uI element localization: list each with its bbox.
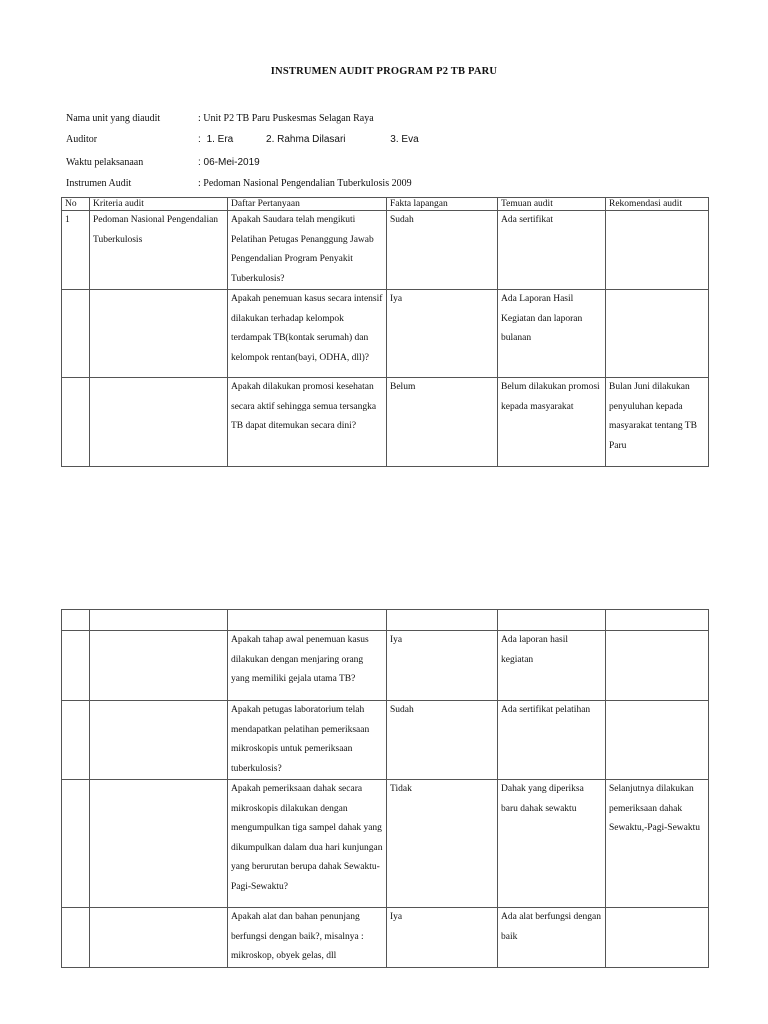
audit-table-1 xyxy=(61,197,709,467)
cell-rekomendasi xyxy=(606,908,709,968)
cell-temuan: Belum dilakukan promosi kepada masyarakat xyxy=(498,378,606,467)
cell-pertanyaan: Apakah petugas laboratorium telah mendapatkan pelatihan pemeriksaan mikroskopis untuk pemeriksaan tuberkulosis? xyxy=(228,701,387,780)
cell-temuan: Ada laporan hasil kegiatan xyxy=(498,631,606,701)
cell-rekomendasi xyxy=(606,290,709,378)
cell-temuan: Ada Laporan Hasil Kegiatan dan laporan bulanan xyxy=(498,290,606,378)
table-row xyxy=(62,378,709,467)
cell-fakta: Belum xyxy=(387,378,498,467)
cell-no xyxy=(62,290,90,378)
auditor-label: Auditor xyxy=(66,134,98,145)
cell-rekomendasi xyxy=(606,631,709,701)
cell-fakta: Iya xyxy=(387,290,498,378)
cell-fakta: Sudah xyxy=(387,701,498,780)
cell-temuan: Ada sertifikat pelatihan xyxy=(498,701,606,780)
waktu-label: Waktu pelaksanaan xyxy=(66,157,144,168)
table-row xyxy=(62,290,709,378)
cell-rekomendasi xyxy=(606,211,709,290)
cell-temuan: Ada alat berfungsi dengan baik xyxy=(498,908,606,968)
header-rekomendasi: Rekomendasi audit xyxy=(606,198,709,211)
cell-rekomendasi: Bulan Juni dilakukan penyuluhan kepada masyarakat tentang TB Paru xyxy=(606,378,709,467)
cell-temuan: Ada sertifikat xyxy=(498,211,606,290)
cell-fakta: Iya xyxy=(387,908,498,968)
auditor-2: 2. Rahma Dilasari xyxy=(266,134,346,145)
auditor-list xyxy=(198,134,419,145)
audit-table-2 xyxy=(61,609,709,968)
cell-no: 1 xyxy=(62,211,90,290)
cell-pertanyaan: Apakah dilakukan promosi kesehatan secara aktif sehingga semua tersangka TB dapat ditemukan secara dini? xyxy=(228,378,387,467)
table-header-row xyxy=(62,198,709,211)
waktu-value: : 06-Mei-2019 xyxy=(198,157,260,168)
header-pertanyaan: Daftar Pertanyaan xyxy=(228,198,387,211)
header-no: No xyxy=(62,198,90,211)
cell-pertanyaan: Apakah penemuan kasus secara intensif dilakukan terhadap kelompok terdampak TB(kontak serumah) dan kelompok rentan(bayi, ODHA, dll)? xyxy=(228,290,387,378)
unit-label: Nama unit yang diaudit xyxy=(66,113,161,124)
document-title: INSTRUMEN AUDIT PROGRAM P2 TB PARU xyxy=(270,66,498,77)
cell-kriteria: Pedoman Nasional Pengendalian Tuberkulosis xyxy=(90,211,228,290)
table-row xyxy=(62,631,709,701)
auditor-1: 1. Era xyxy=(206,134,234,145)
instrumen-value: : Pedoman Nasional Pengendalian Tuberkulosis 2009 xyxy=(198,178,412,189)
cell-fakta: Iya xyxy=(387,631,498,701)
cell-rekomendasi xyxy=(606,701,709,780)
header-kriteria: Kriteria audit xyxy=(90,198,228,211)
cell-fakta: Sudah xyxy=(387,211,498,290)
cell-pertanyaan: Apakah tahap awal penemuan kasus dilakukan dengan menjaring orang yang memiliki gejala utama TB? xyxy=(228,631,387,701)
table-row xyxy=(62,780,709,908)
header-fakta: Fakta lapangan xyxy=(387,198,498,211)
table-row xyxy=(62,908,709,968)
unit-value: : Unit P2 TB Paru Puskesmas Selagan Raya xyxy=(198,113,374,124)
cell-rekomendasi: Selanjutnya dilakukan pemeriksaan dahak Sewaktu,-Pagi-Sewaktu xyxy=(606,780,709,908)
cell-temuan: Dahak yang diperiksa baru dahak sewaktu xyxy=(498,780,606,908)
table-row xyxy=(62,701,709,780)
instrumen-label: Instrumen Audit xyxy=(66,178,132,189)
header-temuan: Temuan audit xyxy=(498,198,606,211)
cell-pertanyaan: Apakah alat dan bahan penunjang berfungsi dengan baik?, misalnya : mikroskop, obyek gelas, dll xyxy=(228,908,387,968)
auditor-prefix: : xyxy=(198,134,201,145)
cell-kriteria xyxy=(90,378,228,467)
cell-pertanyaan: Apakah Saudara telah mengikuti Pelatihan Petugas Penanggung Jawab Pengendalian Program Penyakit Tuberkulosis? xyxy=(228,211,387,290)
cell-no xyxy=(62,378,90,467)
cell-fakta: Tidak xyxy=(387,780,498,908)
auditor-3: 3. Eva xyxy=(390,134,419,145)
cell-pertanyaan: Apakah pemeriksaan dahak secara mikroskopis dilakukan dengan mengumpulkan tiga sampel dahak yang dikumpulkan dalam dua hari kunjungan yang berurutan berupa dahak Sewaktu-Pagi-Sewaktu? xyxy=(228,780,387,908)
table-empty-row xyxy=(62,610,709,631)
table-row xyxy=(62,211,709,290)
cell-kriteria xyxy=(90,290,228,378)
